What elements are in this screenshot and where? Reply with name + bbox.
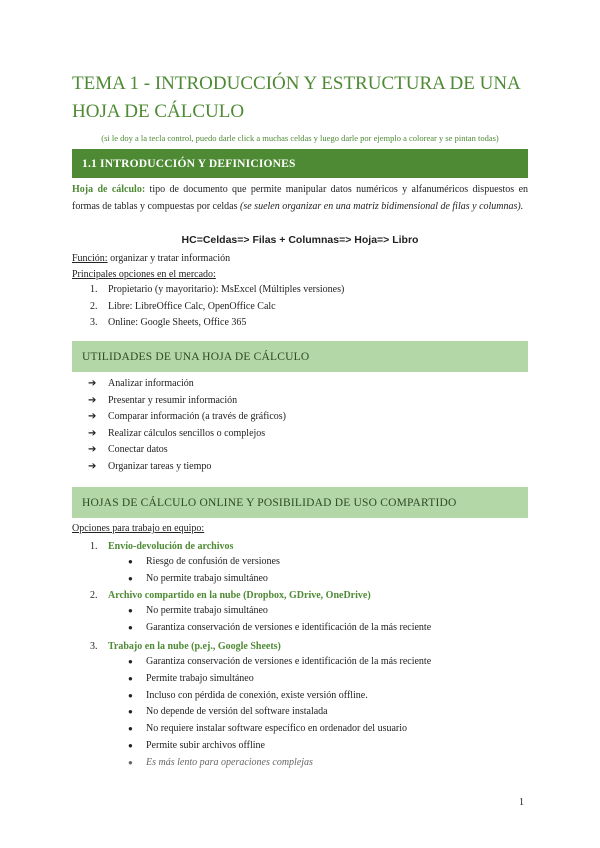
list-item [90,282,344,299]
section-heading-intro-label: 1.1 INTRODUCCIÓN Y DEFINICIONES [82,157,296,170]
team-option-title: Archivo compartido en la nube (Dropbox, GDrive, OneDrive) [108,590,371,601]
definition-text: tipo de documento que permite manipular datos numéricos y alfanuméricos dispuestos en formas de tablas y compuestas por celdas [72,184,529,212]
section-heading-utilities-label: UTILIDADES DE UNA HOJA DE CÁLCULO [82,350,310,363]
arrow-icon: ➔ [88,411,97,423]
team-options-label: Opciones para trabajo en equipo: [72,523,205,534]
list-item-text: Permite subir archivos offline [146,739,265,751]
section-heading-online-label: HOJAS DE CÁLCULO ONLINE Y POSIBILIDAD DE USO COMPARTIDO [82,496,457,509]
list-item [88,409,286,426]
team-option-title: Trabajo en la nube (p.ej., Google Sheets) [108,641,281,652]
list-item [128,704,431,721]
bullet-icon: ● [128,657,133,666]
equation-line: HC=Celdas=> Filas + Columnas=> Hoja=> Libro [181,234,419,246]
list-item-number: 2. [90,300,98,312]
definition-paragraph [72,182,528,215]
team-option-heading [90,588,371,603]
bullet-icon: ● [128,757,133,767]
bullet-icon: ● [128,707,133,717]
section-heading-online [72,487,528,518]
list-item-text: Incluso con pérdida de conexión, existe versión offline. [146,689,368,701]
bullet-icon: ● [128,690,133,700]
list-item-number: 3. [90,641,98,652]
team-option-heading [90,539,233,554]
funcion-line [72,252,230,266]
list-item [128,554,280,571]
bullet-icon: ● [128,557,133,566]
list-item [128,603,431,620]
definition-italic: (se suelen organizar en una matriz bidimensional de filas y columnas). [240,200,524,212]
bullet-icon: ● [128,673,133,683]
list-item [90,299,344,316]
list-item-text: Permite trabajo simultáneo [146,672,254,684]
list-item-text: Presentar y resumir información [108,394,238,406]
note-text: (si le doy a la tecla control, puedo darle click a muchas celdas y luego darle por ejemplo a colorear y se pintan todas) [101,133,499,143]
page-number: 1 [519,797,524,808]
list-item [88,459,286,476]
arrow-icon: ➔ [88,444,97,456]
list-item-text: Organizar tareas y tiempo [108,460,212,472]
list-item-text: Conectar datos [108,444,168,456]
list-item-text: Garantiza conservación de versiones e identificación de la más reciente [146,621,432,633]
list-item [88,426,286,443]
bullet-icon: ● [128,724,133,734]
section-heading-intro [72,149,528,178]
list-item-number: 1. [90,284,98,295]
list-item [128,755,431,772]
list-item-number: 1. [90,541,98,552]
arrow-icon: ➔ [88,460,97,472]
utilities-list [88,376,286,476]
bullet-list [128,654,431,772]
opciones-label: Principales opciones en el mercado: [72,269,216,280]
list-item [128,671,431,688]
list-item [128,620,431,637]
list-item-text: Es más lento para operaciones complejas [146,756,313,768]
document-title: TEMA 1 - INTRODUCCIÓN Y ESTRUCTURA DE UNA HOJA DE CÁLCULO [72,73,520,122]
list-item-text: Realizar cálculos sencillos o complejos [108,427,266,439]
team-option-heading [90,639,281,654]
list-item [88,442,286,459]
bullet-icon: ● [128,573,133,583]
list-item [88,393,286,410]
list-item-text: Analizar información [108,378,194,389]
market-options-list [90,282,344,332]
list-item [128,571,280,588]
arrow-icon: ➔ [88,394,97,406]
list-item-text: Online: Google Sheets, Office 365 [108,317,247,328]
list-item-text: Libre: LibreOffice Calc, OpenOffice Calc [108,300,276,312]
arrow-icon: ➔ [88,427,97,439]
list-item-text: No permite trabajo simultáneo [146,605,268,616]
list-item-text: Riesgo de confusión de versiones [146,556,280,567]
team-option-title: Envío-devolución de archivos [108,541,234,552]
bullet-list [128,554,280,588]
bullet-icon: ● [128,622,133,632]
list-item-number: 3. [90,317,98,328]
list-item-text: No depende de versión del software instalada [146,706,328,718]
list-item-text: Propietario (y mayoritario): MsExcel (Múltiples versiones) [108,284,345,295]
bullet-icon: ● [128,606,133,615]
arrow-icon: ➔ [88,378,97,389]
list-item [88,376,286,393]
list-item-text: Comparar información (a través de gráficos) [108,411,286,423]
list-item [128,738,431,755]
list-item-text: No requiere instalar software específico en ordenador del usuario [146,723,408,735]
list-item-number: 2. [90,590,98,601]
list-item [128,721,431,738]
list-item [90,315,344,332]
list-item-text: No permite trabajo simultáneo [146,572,268,584]
bullet-list [128,603,431,637]
section-heading-utilities [72,341,528,372]
funcion-text: organizar y tratar información [107,253,231,264]
definition-term: Hoja de cálculo: [72,184,146,195]
list-item-text: Garantiza conservación de versiones e identificación de la más reciente [146,656,432,667]
list-item [128,654,431,671]
funcion-label: Función: [72,253,108,264]
list-item [128,688,431,705]
bullet-icon: ● [128,740,133,750]
